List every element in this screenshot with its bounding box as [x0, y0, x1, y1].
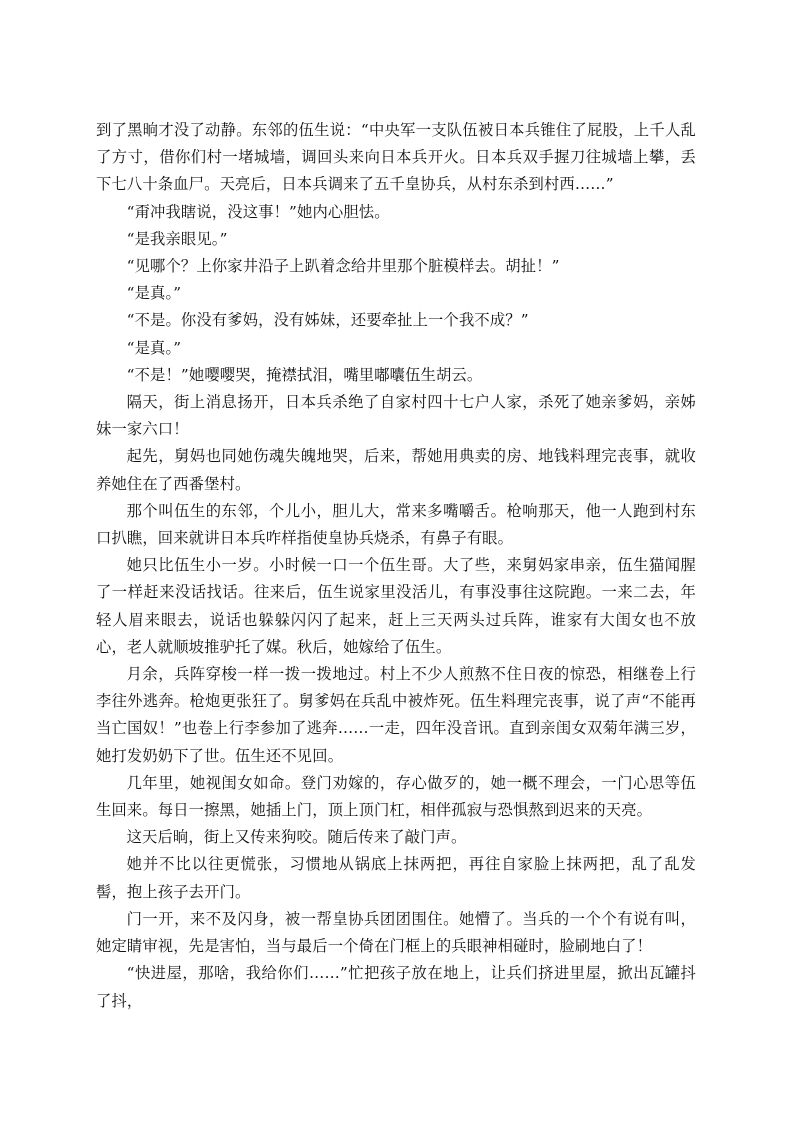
paragraph-17: 门一开，来不及闪身，被一帮皇协兵团团围住。她懵了。当兵的一个个有说有叫，她定睛审视，先是害怕，当与最后一个倚在门框上的兵眼神相碰时，脸刷地白了！: [96, 909, 696, 956]
paragraph-6: “不是。你没有爹妈，没有姊妹，还要牵扯上一个我不成？”: [126, 311, 529, 330]
paragraph-5: “是真。”: [126, 284, 182, 303]
paragraph-14: 几年里，她视闺女如命。登门劝嫁的，存心做歹的，她一概不理会，一门心思等伍生回来。每日一擦黑，她插上门，顶上顶门杠，相伴孤寂与恐惧熬到迟来的天亮。: [96, 773, 696, 820]
paragraph-2: “甭冲我瞎说，没这事！”她内心胆怯。: [126, 202, 390, 221]
paragraph-4: “见哪个？上你家井沿子上趴着念给井里那个脏模样去。胡扯！”: [126, 257, 560, 276]
paragraph-9: 隔天，街上消息扬开，日本兵杀绝了自家村四十七户人家，杀死了她亲爹妈，亲姊妹一家六口！: [96, 393, 696, 439]
paragraph-10: 起先，舅妈也同她伤魂失魄地哭，后来，帮她用典卖的房、地钱料理完丧事，就收养她住在了西番堡村。: [96, 447, 696, 493]
paragraph-3: “是我亲眼见。”: [126, 229, 228, 248]
paragraph-7: “是真。”: [126, 338, 182, 357]
paragraph-12: 她只比伍生小一岁。小时候一口一个伍生哥。大了些，来舅妈家串亲，伍生猫闻腥了一样赶来没话找话。往来后，伍生说家里没活儿，有事没事往这院跑。一来二去，年轻人眉来眼去，说话也躲躲闪闪了起来，赶上三天两头过兵阵，谁家有大闺女也不放心，老人就顺坡推驴托了媒。秋后，她嫁给了伍生。: [96, 556, 696, 656]
paragraph-11: 那个叫伍生的东邻，个儿小，胆儿大，常来多嘴嚼舌。枪响那天，他一人跑到村东口扒瞧，回来就讲日本兵咋样指使皇协兵烧杀，有鼻子有眼。: [96, 501, 696, 548]
paragraph-15: 这天后晌，街上又传来狗咬。随后传来了敲门声。: [126, 828, 467, 847]
paragraph-1: 到了黑晌才没了动静。东邻的伍生说：“中央军一支队伍被日本兵锥住了屁股，上千人乱了方寸，借你们村一堵城墙，调回头来向日本兵开火。日本兵双手握刀往城墙上攀，丢下七八十条血尸。天亮后，日本兵调来了五千皇协兵，从村东杀到村西……”: [96, 121, 696, 194]
document-body: [96, 117, 696, 1015]
paragraph-16: 她并不比以往更慌张，习惯地从锅底上抹两把，再往自家脸上抹两把，乱了乱发髻，抱上孩子去开门。: [96, 855, 696, 901]
paragraph-8: “不是！”她嘤嘤哭，掩襟拭泪，嘴里嘟囔伍生胡云。: [126, 365, 483, 384]
paragraph-18: “快进屋，那啥，我给你们……”忙把孩子放在地上，让兵们挤进里屋，掀出瓦罐抖了抖，: [96, 964, 696, 1010]
paragraph-13: 月余，兵阵穿梭一样一拨一拨地过。村上不少人煎熬不住日夜的惊恐，相继卷上行李往外逃奔。枪炮更张狂了。舅爹妈在兵乱中被炸死。伍生料理完丧事，说了声“不能再当亡国奴！”也卷上行李参加了逃奔……一走，四年没音讯。直到亲闺女双菊年满三岁，她打发奶奶下了世。伍生还不见回。: [96, 665, 696, 765]
